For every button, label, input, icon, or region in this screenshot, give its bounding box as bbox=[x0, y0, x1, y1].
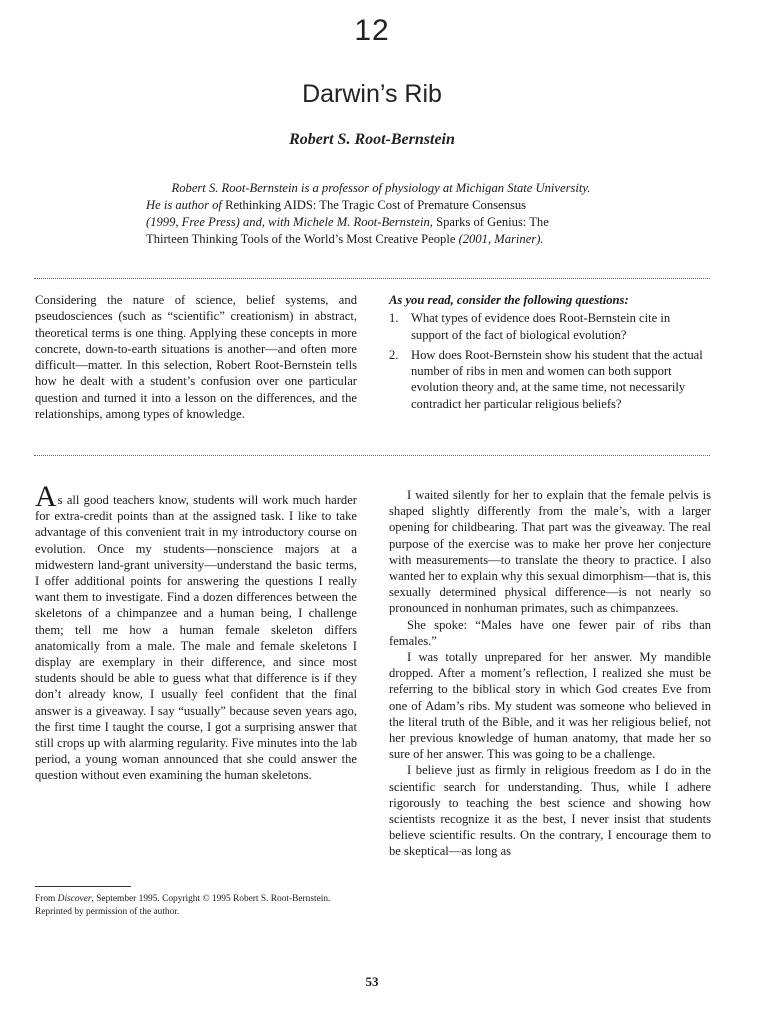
chapter-number: 12 bbox=[354, 14, 390, 47]
body-paragraph: I believe just as firmly in religious freedom as I do in the scientific search for understanding. Thus, while I adhere rigorously to teaching the best science and showing how scientists recognize it as the best, I never insist that students believe scientific results. On the contrary, I encourage them to be skeptical—as long as bbox=[389, 763, 711, 859]
bio-line-2a: He is author of bbox=[146, 198, 226, 212]
top-dotted-divider bbox=[34, 278, 710, 279]
body-column-right bbox=[389, 487, 711, 860]
question-item bbox=[389, 310, 710, 343]
footnote-source: Discover bbox=[57, 894, 92, 904]
body-column-left bbox=[35, 480, 357, 784]
bio-book-1b: AIDS: The Tragic Cost of Premature Consensus bbox=[281, 198, 527, 212]
footnote bbox=[35, 893, 357, 919]
bio-book-2b: Thirteen Thinking Tools of the World’s Most Creative People bbox=[146, 232, 459, 246]
bio-line-3: (1999, Free Press) and, with Michele M. Root-Bernstein, bbox=[146, 215, 437, 229]
chapter-title: Darwin’s Rib bbox=[302, 80, 442, 108]
intro-paragraph: Considering the nature of science, belief systems, and pseudosciences (such as “scientific” creationism) in abstract, theoretical terms is one thing. Applying these concepts in more concrete, down-to-earth situations is another—and often more difficult—matter. In this selection, Robert Root-Bernstein tells how he dealt with a student’s confusion over one particular question and turned it into a lesson on the differences, and the relationships, among types of knowledge. bbox=[35, 293, 357, 422]
question-item bbox=[389, 347, 710, 412]
body-paragraph: s all good teachers know, students will work much harder for extra-credit points than at the assigned task. I like to take advantage of this convenient trait in my introductory course on evolution. Once my students—nonscience majors at a midwestern land-grant university—understand the basic terms, I offer additional points for answering the questions I really want them to investigate. Find a dozen differences between the skeletons of a chimpanzee and a human being, I challenge them; tell me how a human female skeleton differs anatomically from a male. The male and female skeletons I display are exemplary in their difference, and since most students should be able to guess what that difference is if they don’t already know, I usually feel confident that the final answer is a giveaway. I say “usually” because seven years ago, the first time I taught the course, I got a surprising answer that still crops up with alarming regularity. Five minutes into the lab period, a young woman announced that she could answer the question without even examining the human skeletons. bbox=[35, 493, 357, 783]
question-text: How does Root-Bernstein show his student that the actual number of ribs in men and women can both support evolution theory and, at the same time, not necessarily contradict her particular religious beliefs? bbox=[411, 347, 703, 411]
body-paragraph: I was totally unprepared for her answer. My mandible dropped. After a moment’s reflection, I realized she must be referring to the biblical story in which God creates Eve from one of Adam’s ribs. My student was someone who believed in the literal truth of the Bible, and it was her religious belief, not her previous knowledge of human anatomy, that made her so sure of her answer. This was going to be a challenge. bbox=[389, 650, 711, 762]
bio-line-1: Robert S. Root-Bernstein is a professor of physiology at Michigan State University. bbox=[171, 181, 591, 195]
bio-book-2a: Sparks of Genius: The bbox=[436, 215, 549, 229]
questions-heading: As you read, consider the following questions: bbox=[389, 293, 629, 307]
drop-cap: A bbox=[35, 480, 57, 513]
page-number: 53 bbox=[365, 974, 379, 989]
question-number: 2. bbox=[389, 347, 399, 362]
question-text: What types of evidence does Root-Bernstein cite in support of the fact of biological evolution? bbox=[411, 311, 671, 342]
reading-questions bbox=[389, 292, 710, 416]
bottom-dotted-divider bbox=[34, 455, 710, 456]
body-paragraph: I waited silently for her to explain that the female pelvis is shaped slightly differently from the male’s, with a larger opening for childbearing. That part was the giveaway. The real purpose of the exercise was to make her prove her conjecture with measurements—to translate the theory to practice. I also wanted her to explain why this sexual dimorphism—that is, this sexually determined physical difference—is not nearly so pronounced in nonhuman primates, such as chimpanzees. bbox=[389, 488, 711, 616]
bio-book-1a: Rethinking bbox=[225, 198, 282, 212]
author-bio bbox=[146, 180, 616, 248]
body-paragraph: She spoke: “Males have one fewer pair of ribs than females.” bbox=[389, 617, 711, 648]
footnote-divider bbox=[35, 886, 131, 887]
footnote-rest: , September 1995. Copyright © 1995 Robert S. Root-Bernstein. Reprinted by permission of the author. bbox=[35, 894, 331, 917]
question-number: 1. bbox=[389, 311, 399, 326]
footnote-prefix: From bbox=[35, 894, 58, 904]
bio-line-4: (2001, Mariner). bbox=[458, 232, 544, 246]
author-name: Robert S. Root-Bernstein bbox=[289, 131, 455, 148]
